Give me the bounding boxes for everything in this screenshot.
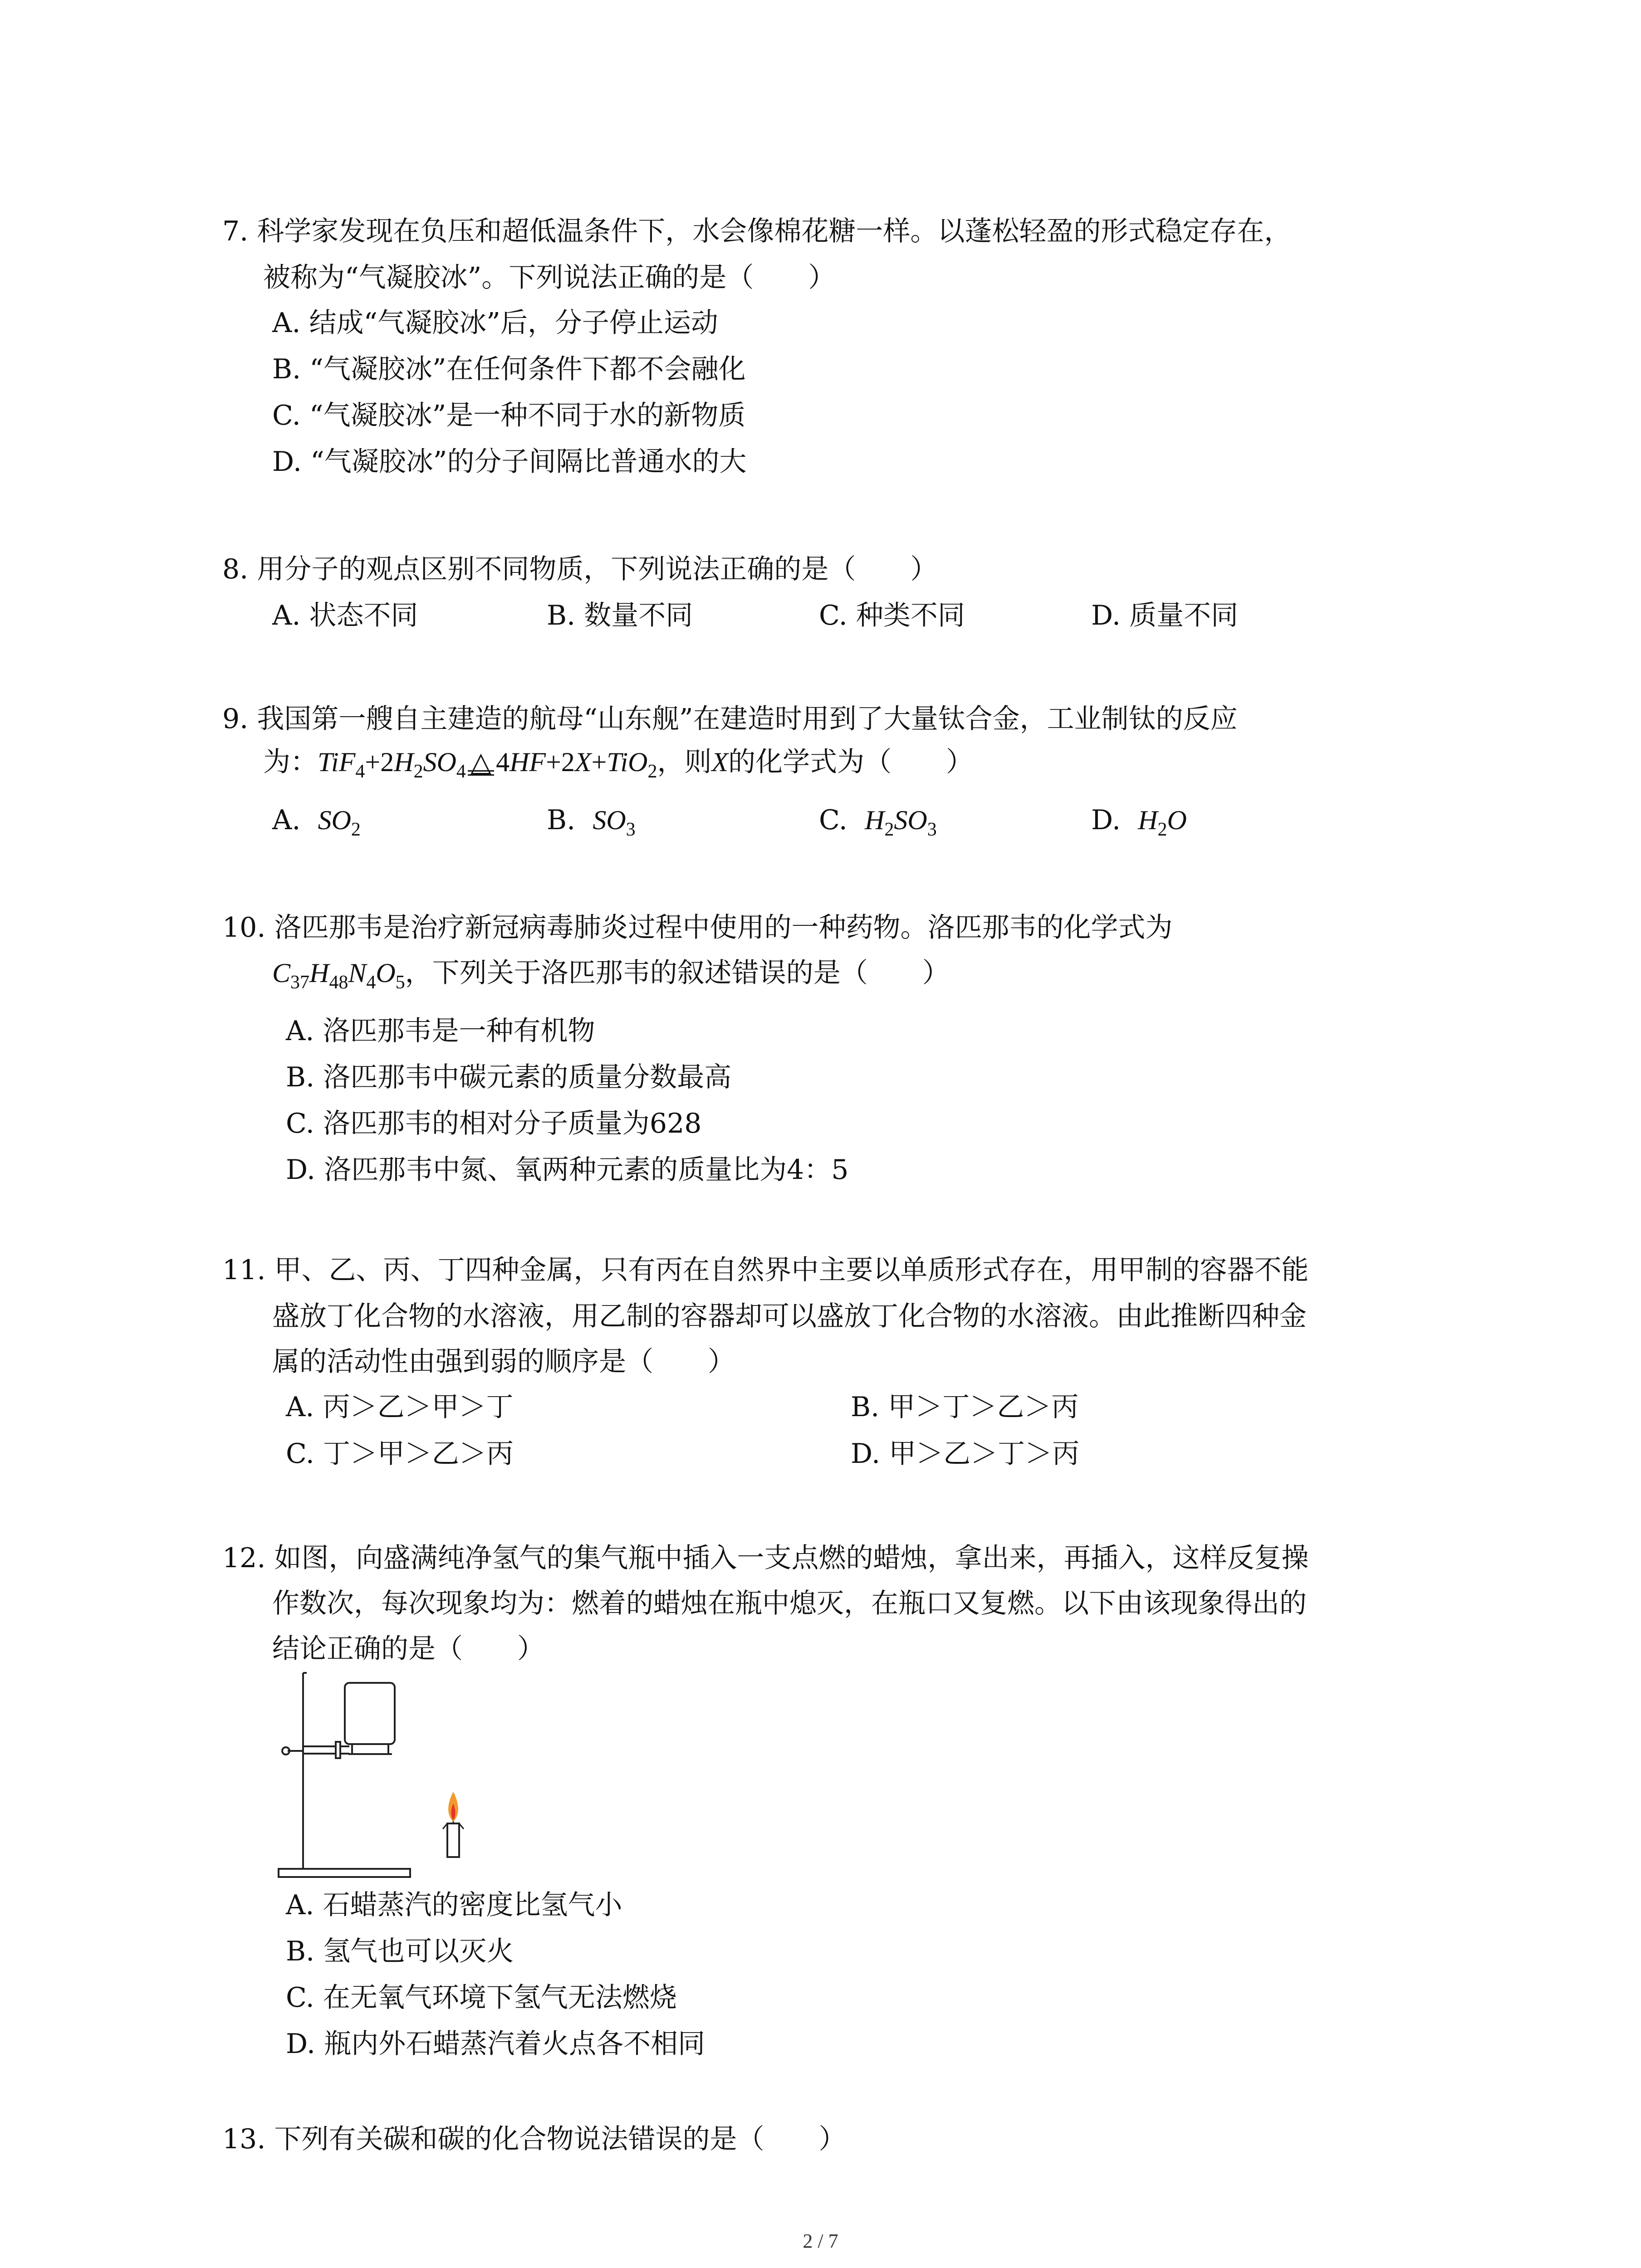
q9-x-variable: X [711, 747, 729, 777]
q9-option-c: C. $H_2SO_3$ [819, 804, 937, 840]
q13-stem: 13. 下列有关碳和碳的化合物说法错误的是（ ） [222, 2123, 846, 2155]
q10-option-c: C. 洛匹那韦的相对分子质量为628 [286, 1108, 702, 1139]
q10-option-a: A. 洛匹那韦是一种有机物 [286, 1015, 595, 1047]
q11-option-b: B. 甲＞丁＞乙＞丙 [851, 1391, 1079, 1423]
q10-option-b: B. 洛匹那韦中碳元素的质量分数最高 [286, 1061, 732, 1093]
gas-jar [345, 1683, 395, 1754]
q12-option-a: A. 石蜡蒸汽的密度比氢气小 [286, 1889, 622, 1921]
candle-icon [443, 1792, 464, 1857]
q10-stem-line2: $C_{37}H_{48}N_4O_5$，下列关于洛匹那韦的叙述错误的是（ ） [272, 957, 950, 993]
q12-option-d: D. 瓶内外石蜡蒸汽着火点各不相同 [286, 2028, 705, 2060]
q9-option-d: D. $H_2O$ [1091, 804, 1187, 840]
q12-stem-line3: 结论正确的是（ ） [272, 1633, 544, 1665]
q10-option-d: D. 洛匹那韦中氮、氧两种元素的质量比为4：5 [286, 1154, 849, 1186]
q7-option-c: C. “气凝胶冰”是一种不同于水的新物质 [272, 400, 746, 431]
q9-reaction-equation: $TiF_4+2H_2SO_4$ △ 4HF+2X+TiO$_2$ [318, 747, 657, 777]
q9-equation-line [263, 744, 973, 780]
q12-option-b: B. 氢气也可以灭火 [286, 1936, 514, 1967]
q7-option-b: B. “气凝胶冰”在任何条件下都不会融化 [272, 353, 746, 385]
q9-eq-end: 的化学式为（ ） [728, 746, 974, 778]
q11-option-a: A. 丙＞乙＞甲＞丁 [286, 1391, 514, 1423]
q8-option-b: B. 数量不同 [547, 600, 693, 631]
q7-stem-line1: 7. 科学家发现在负压和超低温条件下，水会像棉花糖一样。以蓬松轻盈的形式稳定存在， [222, 215, 1292, 247]
gas-jar-and-candle-figure [272, 1669, 499, 1887]
q12-stem-line1: 12. 如图，向盛满纯净氢气的集气瓶中插入一支点燃的蜡烛，拿出来，再插入，这样反复操 [222, 1542, 1309, 1574]
lopinavir-formula: $C_{37}H_{48}N_4O_5$ [272, 958, 405, 993]
q11-stem-line1: 11. 甲、乙、丙、丁四种金属，只有丙在自然界中主要以单质形式存在，用甲制的容器不能 [222, 1254, 1309, 1286]
q8-option-c: C. 种类不同 [819, 600, 965, 631]
q7-option-d: D. “气凝胶冰”的分子间隔比普通水的大 [272, 446, 747, 478]
q7-option-a: A. 结成“气凝胶冰”后，分子停止运动 [272, 307, 718, 339]
q8-option-d: D. 质量不同 [1091, 600, 1239, 631]
heating-symbol: △ [470, 744, 491, 780]
q10-stem-line1: 10. 洛匹那韦是治疗新冠病毒肺炎过程中使用的一种药物。洛匹那韦的化学式为 [222, 912, 1173, 943]
q7-stem-line2: 被称为“气凝胶冰”。下列说法正确的是（ ） [263, 262, 836, 293]
q9-option-b: B. $SO_3$ [547, 804, 636, 840]
q9-eq-prefix: 为： [263, 746, 318, 778]
q9-eq-tail: ，则 [657, 746, 712, 778]
q11-stem-line2: 盛放丁化合物的水溶液，用乙制的容器却可以盛放丁化合物的水溶液。由此推断四种金 [272, 1300, 1307, 1332]
q12-option-c: C. 在无氧气环境下氢气无法燃烧 [286, 1982, 677, 2014]
q11-option-d: D. 甲＞乙＞丁＞丙 [851, 1438, 1080, 1470]
q8-stem: 8. 用分子的观点区别不同物质，下列说法正确的是（ ） [222, 553, 938, 585]
page-number: 2 / 7 [803, 2230, 838, 2252]
q9-option-a: A. $SO_2$ [272, 804, 361, 840]
q11-option-c: C. 丁＞甲＞乙＞丙 [286, 1438, 514, 1470]
q8-option-a: A. 状态不同 [272, 600, 418, 631]
q11-stem-line3: 属的活动性由强到弱的顺序是（ ） [272, 1346, 735, 1378]
q9-stem-line1: 9. 我国第一艘自主建造的航母“山东舰”在建造时用到了大量钛合金，工业制钛的反应 [222, 703, 1238, 735]
q12-stem-line2: 作数次，每次现象均为：燃着的蜡烛在瓶中熄灭，在瓶口又复燃。以下由该现象得出的 [272, 1588, 1307, 1619]
